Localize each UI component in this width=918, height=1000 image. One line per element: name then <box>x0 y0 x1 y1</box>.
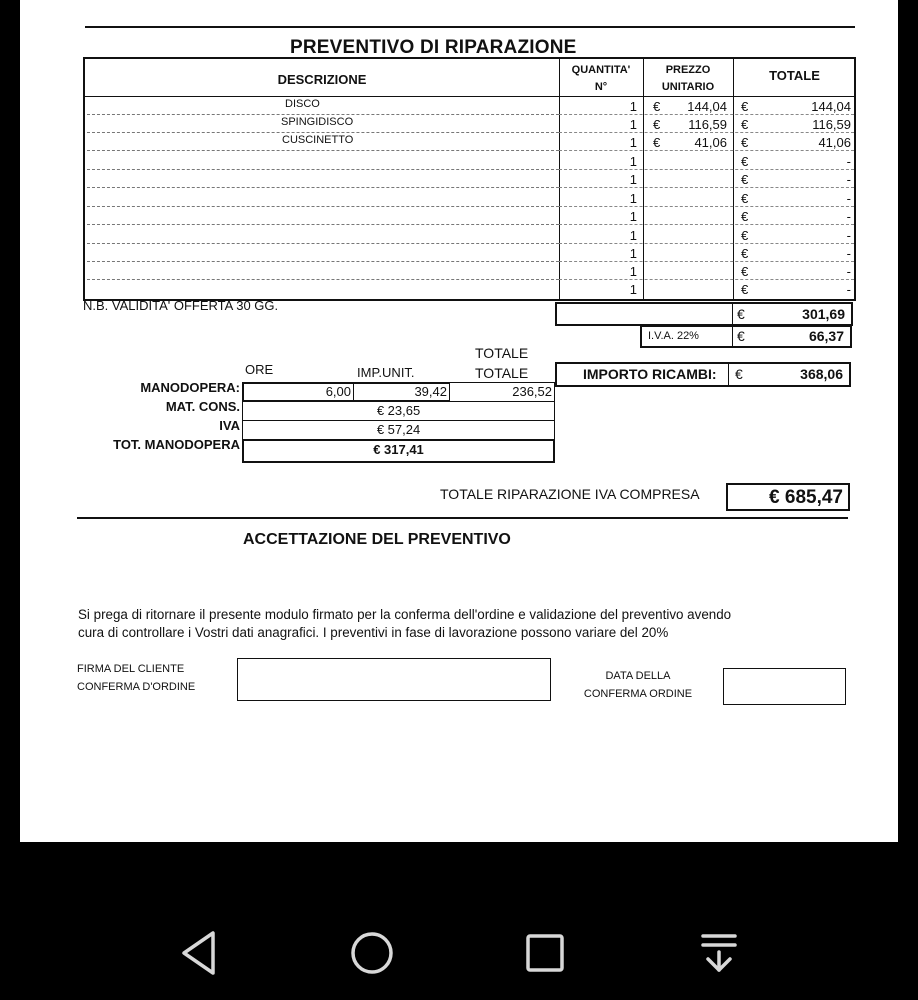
notifications-pull-button[interactable] <box>694 928 744 978</box>
header-description: DESCRIZIONE <box>277 72 367 87</box>
grand-total-box <box>726 483 850 511</box>
mat-cons-row <box>242 401 555 421</box>
col-ore: ORE <box>245 362 274 377</box>
labour-iva-label: IVA <box>219 418 240 433</box>
manodopera-row <box>242 382 555 402</box>
imp-unit-value: 39,42 <box>414 384 447 399</box>
manodopera-label: MANODOPERA: <box>140 380 240 395</box>
table-row: 1 € - <box>85 189 854 207</box>
manodopera-total-value: 236,52 <box>512 384 552 399</box>
grand-total-value: € 685,47 <box>769 487 843 508</box>
col-imp-unit: IMP.UNIT. <box>357 365 415 380</box>
table-row: 1 € - <box>629 282 851 297</box>
tot-manodopera-row <box>242 439 555 463</box>
acceptance-title: ACCETTAZIONE DEL PREVENTIVO <box>243 531 511 548</box>
top-rule <box>85 26 855 28</box>
ore-value: 6,00 <box>325 384 351 399</box>
date-label: DATA DELLA CONFERMA ORDINE <box>583 670 693 700</box>
signature-label: FIRMA DEL CLIENTE CONFERMA D'ORDINE <box>77 663 196 693</box>
iva-label: I.V.A. 22% <box>648 330 699 342</box>
table-row: 1 € - <box>85 244 854 262</box>
table-row: SPINGIDISCO 1 € 116,59 € 116,59 <box>85 115 854 133</box>
col-totale-2: TOTALE <box>475 365 529 381</box>
labour-iva-value: € 57,24 <box>376 422 421 437</box>
items-table <box>83 57 856 301</box>
date-field[interactable] <box>723 668 846 705</box>
signature-field[interactable] <box>237 658 551 701</box>
table-row: DISCO 1 € 144,04 € 144,04 <box>85 97 854 115</box>
acceptance-notice: Si prega di ritornare il presente modulo firmato per la conferma dell'ordine e validazione del preventivo avendo cura di controllare i Vostri dati anagrafici. I preventivi in fase di lavorazione possono variare del 20% <box>78 607 732 640</box>
table-row: 1 € - <box>85 152 854 170</box>
header-quantity: QUANTITA' N° <box>571 64 631 93</box>
grand-total-label: TOTALE RIPARAZIONE IVA COMPRESA <box>440 486 700 502</box>
back-triangle-icon <box>179 930 219 976</box>
importo-ricambi-box: IMPORTO RICAMBI: € 368,06 <box>555 362 851 387</box>
table-row: 1 € - <box>85 262 854 280</box>
validity-note: N.B. VALIDITA' OFFERTA 30 GG. <box>83 298 279 313</box>
importo-ricambi-label: IMPORTO RICAMBI: <box>583 366 717 382</box>
pull-down-icon <box>699 932 739 974</box>
mat-cons-label: MAT. CONS. <box>165 399 240 414</box>
labour-iva-row <box>242 420 555 440</box>
table-row: 1 € - <box>85 170 854 188</box>
table-row: CUSCINETTO 1 € 41,06 € 41,06 <box>85 133 854 151</box>
back-button[interactable] <box>174 928 224 978</box>
home-circle-icon <box>349 930 395 976</box>
iva-value: 66,37 <box>808 328 844 344</box>
home-button[interactable] <box>347 928 397 978</box>
mat-cons-value: € 23,65 <box>376 403 421 418</box>
tot-manodopera-value: € 317,41 <box>373 442 424 457</box>
page-title: PREVENTIVO DI RIPARAZIONE <box>290 37 577 58</box>
iva-box: I.V.A. 22% € 66,37 <box>640 325 852 348</box>
subtotal-box: € 301,69 <box>555 302 853 326</box>
col-totale-1: TOTALE <box>475 345 529 361</box>
importo-ricambi-value: 368,06 <box>800 366 843 382</box>
recents-square-icon <box>524 932 566 974</box>
tot-manodopera-label: TOT. MANODOPERA <box>113 437 240 452</box>
header-total: TOTALE <box>769 68 820 83</box>
recents-button[interactable] <box>520 928 570 978</box>
table-row: 1 € - <box>85 207 854 225</box>
header-unit-price: PREZZO UNITARIO <box>661 64 715 93</box>
subtotal-value: 301,69 <box>802 306 845 322</box>
section-rule <box>77 517 848 519</box>
navigation-bar <box>0 842 918 1000</box>
table-row: 1 € - <box>85 226 854 244</box>
